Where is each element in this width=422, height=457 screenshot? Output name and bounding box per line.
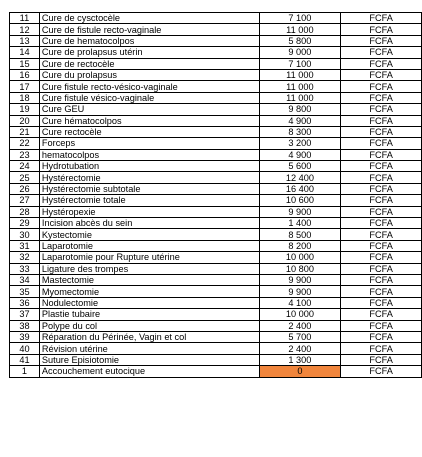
procedure-name-cell: Myomectomie xyxy=(39,286,259,297)
table-row xyxy=(10,218,422,229)
procedure-name-cell: Polype du col xyxy=(39,320,259,331)
price-cell: 9 900 xyxy=(259,274,341,285)
price-cell: 11 000 xyxy=(259,69,341,80)
row-number-cell: 38 xyxy=(10,320,40,331)
table-row xyxy=(10,58,422,69)
row-number-cell: 26 xyxy=(10,183,40,194)
currency-cell: FCFA xyxy=(341,149,422,160)
table-row xyxy=(10,69,422,80)
procedure-name-cell: Cure GEU xyxy=(39,104,259,115)
procedure-name-cell: Accouchement eutocique xyxy=(39,366,259,377)
currency-cell: FCFA xyxy=(341,81,422,92)
procedure-name-cell: Hystérectomie xyxy=(39,172,259,183)
currency-cell: FCFA xyxy=(341,69,422,80)
table-row xyxy=(10,47,422,58)
procedure-name-cell: Hydrotubation xyxy=(39,161,259,172)
price-cell: 10 000 xyxy=(259,252,341,263)
tariff-table xyxy=(9,12,422,378)
row-number-cell: 40 xyxy=(10,343,40,354)
price-cell: 10 600 xyxy=(259,195,341,206)
price-cell: 8 300 xyxy=(259,126,341,137)
table-row xyxy=(10,286,422,297)
price-cell: 9 800 xyxy=(259,104,341,115)
row-number-cell: 13 xyxy=(10,35,40,46)
table-row xyxy=(10,13,422,24)
procedure-name-cell: Hystérectomie subtotale xyxy=(39,183,259,194)
table-row xyxy=(10,343,422,354)
row-number-cell: 15 xyxy=(10,58,40,69)
procedure-name-cell: Laparotomie pour Rupture utérine xyxy=(39,252,259,263)
row-number-cell: 18 xyxy=(10,92,40,103)
table-row xyxy=(10,309,422,320)
table-row xyxy=(10,252,422,263)
procedure-name-cell: Révision utérine xyxy=(39,343,259,354)
currency-cell: FCFA xyxy=(341,274,422,285)
table-row xyxy=(10,320,422,331)
procedure-name-cell: Cure fistule recto-vésico-vaginale xyxy=(39,81,259,92)
row-number-cell: 32 xyxy=(10,252,40,263)
currency-cell: FCFA xyxy=(341,218,422,229)
procedure-name-cell: Kystectomie xyxy=(39,229,259,240)
table-row xyxy=(10,366,422,377)
table-row xyxy=(10,240,422,251)
currency-cell: FCFA xyxy=(341,172,422,183)
price-cell: 2 400 xyxy=(259,320,341,331)
price-cell: 7 100 xyxy=(259,58,341,69)
row-number-cell: 34 xyxy=(10,274,40,285)
table-row xyxy=(10,263,422,274)
price-cell: 9 000 xyxy=(259,47,341,58)
procedure-name-cell: Cure hématocolpos xyxy=(39,115,259,126)
price-cell: 1 400 xyxy=(259,218,341,229)
currency-cell: FCFA xyxy=(341,309,422,320)
row-number-cell: 14 xyxy=(10,47,40,58)
row-number-cell: 25 xyxy=(10,172,40,183)
table-row xyxy=(10,195,422,206)
currency-cell: FCFA xyxy=(341,229,422,240)
table-row xyxy=(10,115,422,126)
currency-cell: FCFA xyxy=(341,320,422,331)
table-row xyxy=(10,104,422,115)
row-number-cell: 27 xyxy=(10,195,40,206)
currency-cell: FCFA xyxy=(341,286,422,297)
procedure-name-cell: Cure fistule vésico-vaginale xyxy=(39,92,259,103)
procedure-name-cell: Mastectomie xyxy=(39,274,259,285)
row-number-cell: 24 xyxy=(10,161,40,172)
currency-cell: FCFA xyxy=(341,343,422,354)
row-number-cell: 33 xyxy=(10,263,40,274)
table-row xyxy=(10,35,422,46)
procedure-name-cell: Cure rectocèle xyxy=(39,126,259,137)
procedure-name-cell: Plastie tubaire xyxy=(39,309,259,320)
currency-cell: FCFA xyxy=(341,161,422,172)
currency-cell: FCFA xyxy=(341,13,422,24)
currency-cell: FCFA xyxy=(341,195,422,206)
procedure-name-cell: Nodulectomie xyxy=(39,297,259,308)
row-number-cell: 22 xyxy=(10,138,40,149)
table-row xyxy=(10,92,422,103)
procedure-name-cell: Cure de rectocèle xyxy=(39,58,259,69)
procedure-name-cell: Cure de cysctocèle xyxy=(39,13,259,24)
currency-cell: FCFA xyxy=(341,183,422,194)
procedure-name-cell: Réparation du Périnée, Vagin et col xyxy=(39,331,259,342)
price-cell: 5 800 xyxy=(259,35,341,46)
currency-cell: FCFA xyxy=(341,263,422,274)
procedure-name-cell: hematocolpos xyxy=(39,149,259,160)
currency-cell: FCFA xyxy=(341,240,422,251)
currency-cell: FCFA xyxy=(341,366,422,377)
table-row xyxy=(10,161,422,172)
row-number-cell: 12 xyxy=(10,24,40,35)
procedure-name-cell: Hystérectomie totale xyxy=(39,195,259,206)
price-cell: 11 000 xyxy=(259,92,341,103)
row-number-cell: 19 xyxy=(10,104,40,115)
table-row xyxy=(10,354,422,365)
currency-cell: FCFA xyxy=(341,354,422,365)
price-cell: 0 xyxy=(259,366,341,377)
currency-cell: FCFA xyxy=(341,104,422,115)
row-number-cell: 41 xyxy=(10,354,40,365)
price-cell: 1 300 xyxy=(259,354,341,365)
table-row xyxy=(10,172,422,183)
procedure-name-cell: Ligature des trompes xyxy=(39,263,259,274)
table-row xyxy=(10,138,422,149)
procedure-name-cell: Hystéropexie xyxy=(39,206,259,217)
price-cell: 5 600 xyxy=(259,161,341,172)
row-number-cell: 11 xyxy=(10,13,40,24)
table-row xyxy=(10,229,422,240)
row-number-cell: 37 xyxy=(10,309,40,320)
procedure-name-cell: Cure de prolapsus utérin xyxy=(39,47,259,58)
row-number-cell: 23 xyxy=(10,149,40,160)
price-cell: 7 100 xyxy=(259,13,341,24)
row-number-cell: 1 xyxy=(10,366,40,377)
row-number-cell: 29 xyxy=(10,218,40,229)
currency-cell: FCFA xyxy=(341,47,422,58)
price-cell: 9 900 xyxy=(259,286,341,297)
price-cell: 11 000 xyxy=(259,24,341,35)
table-row xyxy=(10,297,422,308)
price-cell: 4 100 xyxy=(259,297,341,308)
procedure-name-cell: Cure du prolapsus xyxy=(39,69,259,80)
currency-cell: FCFA xyxy=(341,138,422,149)
procedure-name-cell: Incision abcès du sein xyxy=(39,218,259,229)
row-number-cell: 20 xyxy=(10,115,40,126)
currency-cell: FCFA xyxy=(341,331,422,342)
currency-cell: FCFA xyxy=(341,252,422,263)
row-number-cell: 17 xyxy=(10,81,40,92)
price-cell: 11 000 xyxy=(259,81,341,92)
procedure-name-cell: Forceps xyxy=(39,138,259,149)
table-row xyxy=(10,81,422,92)
currency-cell: FCFA xyxy=(341,115,422,126)
procedure-name-cell: Cure de fistule recto-vaginale xyxy=(39,24,259,35)
currency-cell: FCFA xyxy=(341,58,422,69)
table-row xyxy=(10,126,422,137)
currency-cell: FCFA xyxy=(341,92,422,103)
row-number-cell: 39 xyxy=(10,331,40,342)
currency-cell: FCFA xyxy=(341,297,422,308)
procedure-name-cell: Cure de hematocolpos xyxy=(39,35,259,46)
price-cell: 10 000 xyxy=(259,309,341,320)
price-cell: 3 200 xyxy=(259,138,341,149)
table-row xyxy=(10,206,422,217)
price-cell: 12 400 xyxy=(259,172,341,183)
table-row xyxy=(10,331,422,342)
currency-cell: FCFA xyxy=(341,35,422,46)
price-cell: 2 400 xyxy=(259,343,341,354)
procedure-name-cell: Laparotomie xyxy=(39,240,259,251)
price-cell: 8 200 xyxy=(259,240,341,251)
tariff-table-body xyxy=(10,13,422,378)
price-cell: 8 500 xyxy=(259,229,341,240)
procedure-name-cell: Suture Episiotomie xyxy=(39,354,259,365)
price-cell: 5 700 xyxy=(259,331,341,342)
currency-cell: FCFA xyxy=(341,206,422,217)
currency-cell: FCFA xyxy=(341,24,422,35)
row-number-cell: 36 xyxy=(10,297,40,308)
row-number-cell: 35 xyxy=(10,286,40,297)
price-cell: 4 900 xyxy=(259,149,341,160)
price-cell: 4 900 xyxy=(259,115,341,126)
table-row xyxy=(10,274,422,285)
row-number-cell: 28 xyxy=(10,206,40,217)
price-cell: 9 900 xyxy=(259,206,341,217)
currency-cell: FCFA xyxy=(341,126,422,137)
price-cell: 16 400 xyxy=(259,183,341,194)
row-number-cell: 16 xyxy=(10,69,40,80)
row-number-cell: 21 xyxy=(10,126,40,137)
price-cell: 10 800 xyxy=(259,263,341,274)
row-number-cell: 31 xyxy=(10,240,40,251)
table-row xyxy=(10,183,422,194)
table-row xyxy=(10,149,422,160)
row-number-cell: 30 xyxy=(10,229,40,240)
table-row xyxy=(10,24,422,35)
